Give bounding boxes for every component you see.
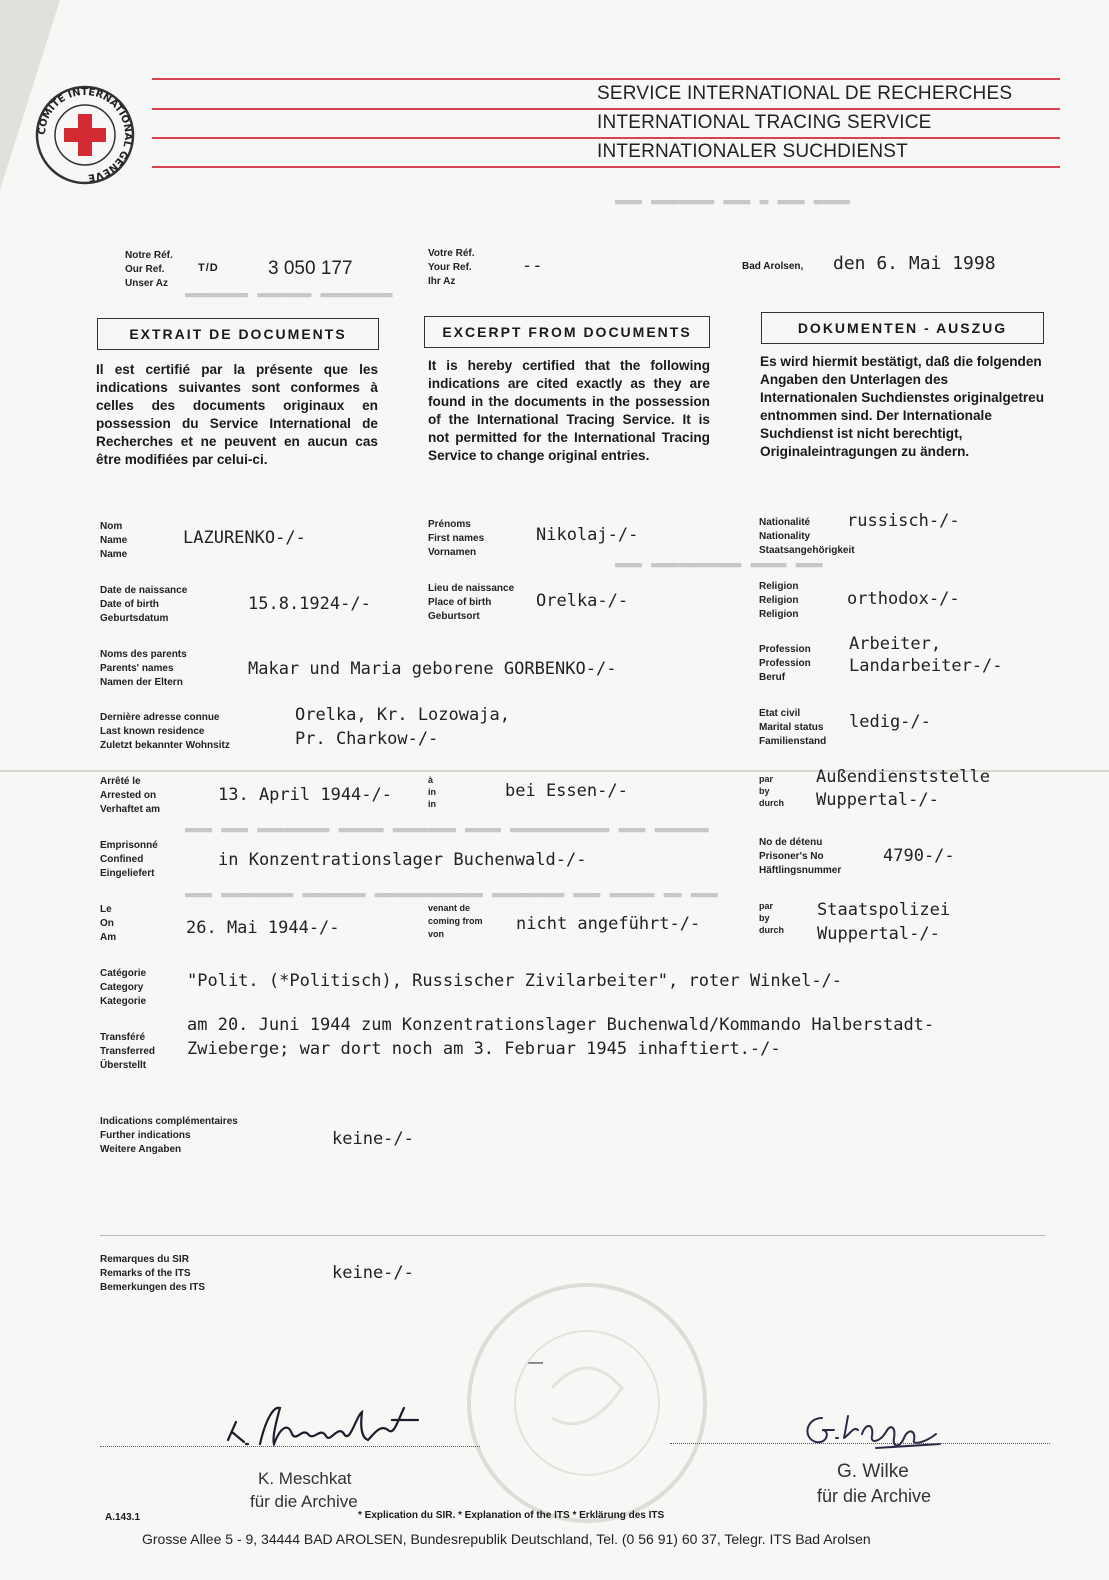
- by2-label: par by durch: [759, 901, 785, 935]
- religion-label: Religion Religion Religion: [759, 581, 799, 620]
- on-value: 26. Mai 1944-/-: [186, 918, 340, 938]
- pob-label: Lieu de naissance Place of birth Geburtsort: [428, 583, 515, 622]
- profession-value-line2: Landarbeiter-/-: [849, 656, 1003, 676]
- first-names-label: Prénoms First names Vornamen: [428, 519, 485, 558]
- your-ref-label: Votre Réf. Your Ref. Ihr Az: [428, 248, 475, 287]
- transferred-value-line1: am 20. Juni 1944 zum Konzentrationslager Buchenwald/Kommando Halberstadt-: [187, 1015, 935, 1035]
- further-indications-label: Indications complémentaires Further indications Weitere Angaben: [100, 1116, 238, 1155]
- on-label: Le On Am: [100, 904, 117, 943]
- confined-label: Emprisonné Confined Eingeliefert: [100, 840, 158, 879]
- signature-line-left: [100, 1446, 480, 1447]
- further-indications-value: keine-/-: [332, 1129, 414, 1149]
- icrc-emblem: [34, 84, 136, 186]
- remarks-value: keine-/-: [332, 1263, 414, 1283]
- name-value: LAZURENKO-/-: [183, 528, 306, 548]
- transferred-label: Transféré Transferred Überstellt: [100, 1032, 156, 1071]
- header-line-fr: SERVICE INTERNATIONAL DE RECHERCHES: [597, 83, 1013, 104]
- transferred-value-line2: Zwieberge; war dort noch am 3. Februar 1945 inhaftiert.-/-: [187, 1039, 781, 1059]
- name-label: Nom Name Name: [100, 521, 128, 560]
- arrested-label: Arrêté le Arrested on Verhaftet am: [100, 776, 161, 815]
- in-label: à in in: [428, 775, 436, 809]
- certification-en: It is hereby certified that the following indications are cited exactly as they are found in the documents in the possession of the International Tracing Service. It is not permitted for the International Tracing Service to change original entries.: [428, 358, 710, 463]
- header-rule: [152, 137, 1060, 139]
- signature-line-right: [670, 1443, 1050, 1444]
- emblem-ring-text: COMITE INTERNATIONAL GENEVE: [36, 86, 134, 183]
- header-rule: [152, 78, 1060, 80]
- header-line-en: INTERNATIONAL TRACING SERVICE: [597, 112, 932, 133]
- address-value-line1: Orelka, Kr. Lozowaja,: [295, 705, 510, 725]
- remarks-label: Remarques du SIR Remarks of the ITS Bemerkungen des ITS: [100, 1254, 206, 1293]
- bleed-through-mark: ▬▬▬ ▬▬▬▬▬▬▬▬ ▬▬▬▬▬▬▬ ▬▬▬▬▬▬▬▬▬▬▬▬ ▬▬▬▬▬▬▬▬ ▬▬▬ ▬▬▬▬▬ ▬▬ ▬▬▬: [185, 885, 718, 903]
- footer-address: Grosse Allee 5 - 9, 34444 BAD AROLSEN, Bundesrepublik Deutschland, Tel. (0 56 91) 60 37, Telegr. ITS Bad Arolsen: [142, 1531, 871, 1547]
- section-divider: [100, 1235, 1046, 1236]
- arrested-value: 13. April 1944-/-: [218, 785, 392, 805]
- signer-right-role: für die Archive: [817, 1486, 932, 1506]
- by2-value-line1: Staatspolizei: [817, 900, 951, 920]
- signature-meschkat: [222, 1398, 422, 1452]
- confined-value: in Konzentrationslager Buchenwald-/-: [218, 850, 587, 870]
- our-ref-label: Notre Réf. Our Ref. Unser Az: [125, 250, 173, 289]
- our-ref-prefix: T/D: [198, 262, 219, 274]
- your-ref-value: --: [522, 256, 543, 276]
- by-value-line1: Außendienststelle: [816, 767, 990, 787]
- bleed-through-mark: ▬▬▬▬▬▬▬ ▬▬▬▬▬▬ ▬▬▬▬▬▬▬▬: [185, 285, 393, 303]
- parents-value: Makar und Maria geborene GORBENKO-/-: [248, 659, 617, 679]
- signature-wilke: [800, 1408, 950, 1456]
- prisoner-no-label: No de détenu Prisoner's No Häftlingsnummer: [759, 837, 842, 876]
- category-value: "Polit. (*Politisch), Russischer Zivilarbeiter", roter Winkel-/-: [187, 971, 843, 991]
- certification-de: Es wird hiermit bestätigt, daß die folgenden Angaben den Unterlagen des Internationalen Suchdienstes originalgetreu entnommen sind. Der Internationale Suchdienst ist nicht berechtigt, Originaleintragungen zu ändern.: [760, 354, 1045, 459]
- section-title-fr: EXTRAIT DE DOCUMENTS: [97, 318, 379, 350]
- coming-from-label: venant de coming from von: [428, 903, 483, 939]
- dob-value: 15.8.1924-/-: [248, 594, 371, 614]
- category-label: Catégorie Category Kategorie: [100, 968, 147, 1007]
- pob-value: Orelka-/-: [536, 591, 629, 611]
- signer-right-name: G. Wilke: [837, 1461, 909, 1482]
- marital-value: ledig-/-: [849, 712, 931, 732]
- coming-from-value: nicht angeführt-/-: [516, 914, 701, 934]
- marital-label: Etat civil Marital status Familienstand: [759, 708, 827, 747]
- in-value: bei Essen-/-: [505, 781, 628, 801]
- first-names-value: Nikolaj-/-: [536, 525, 639, 545]
- prisoner-no-value: 4790-/-: [883, 846, 955, 866]
- by2-value-line2: Wuppertal-/-: [817, 924, 940, 944]
- section-title-de: DOKUMENTEN - AUSZUG: [761, 312, 1044, 344]
- dob-label: Date de naissance Date of birth Geburtsdatum: [100, 585, 188, 624]
- place-label: Bad Arolsen,: [742, 261, 804, 272]
- header-line-de: INTERNATIONALER SUCHDIENST: [597, 141, 908, 162]
- signer-left-role: für die Archive: [250, 1492, 358, 1511]
- header-rule: [152, 108, 1060, 110]
- bleed-through-mark: ▬▬▬ ▬▬▬▬▬▬▬ ▬▬▬ ▬ ▬▬▬ ▬▬▬▬: [615, 192, 850, 210]
- official-seal: [462, 1278, 712, 1528]
- profession-value-line1: Arbeiter,: [849, 634, 942, 654]
- nationality-value: russisch-/-: [847, 511, 960, 531]
- bleed-through-mark: ▬▬▬ ▬▬▬ ▬▬▬▬▬▬▬▬ ▬▬▬▬▬ ▬▬▬▬▬▬▬ ▬▬▬▬ ▬▬▬▬▬▬▬▬▬▬▬ ▬▬▬ ▬▬▬▬▬▬: [185, 820, 709, 838]
- separator-dash: —: [526, 1352, 543, 1371]
- by-label: par by durch: [759, 774, 785, 808]
- nationality-label: Nationalité Nationality Staatsangehörigkeit: [759, 517, 855, 556]
- parents-label: Noms des parents Parents' names Namen der Eltern: [100, 649, 187, 688]
- section-title-en: EXCERPT FROM DOCUMENTS: [424, 316, 710, 348]
- by-value-line2: Wuppertal-/-: [816, 790, 939, 810]
- signer-left-name: K. Meschkat: [258, 1469, 352, 1488]
- religion-value: orthodox-/-: [847, 589, 960, 609]
- address-label: Dernière adresse connue Last known residence Zuletzt bekannter Wohnsitz: [100, 712, 230, 751]
- our-ref-value: 3 050 177: [268, 258, 353, 279]
- footer-legend: * Explication du SIR. * Explanation of the ITS * Erklärung des ITS: [358, 1510, 665, 1521]
- document-date: den 6. Mai 1998: [833, 253, 996, 274]
- header-rule: [152, 166, 1060, 168]
- bleed-through-mark: ▬▬▬ ▬▬▬▬▬▬▬▬▬▬ ▬▬▬▬ ▬▬▬: [615, 555, 823, 573]
- address-value-line2: Pr. Charkow-/-: [295, 729, 439, 749]
- form-number: A.143.1: [105, 1512, 141, 1523]
- profession-label: Profession Profession Beruf: [759, 644, 811, 683]
- certification-fr: Il est certifié par la présente que les indications suivantes sont conformes à celles des documents originaux en possession du Service International de Recherches et ne peuvent en aucun cas être modifiées par celui-ci.: [96, 362, 378, 467]
